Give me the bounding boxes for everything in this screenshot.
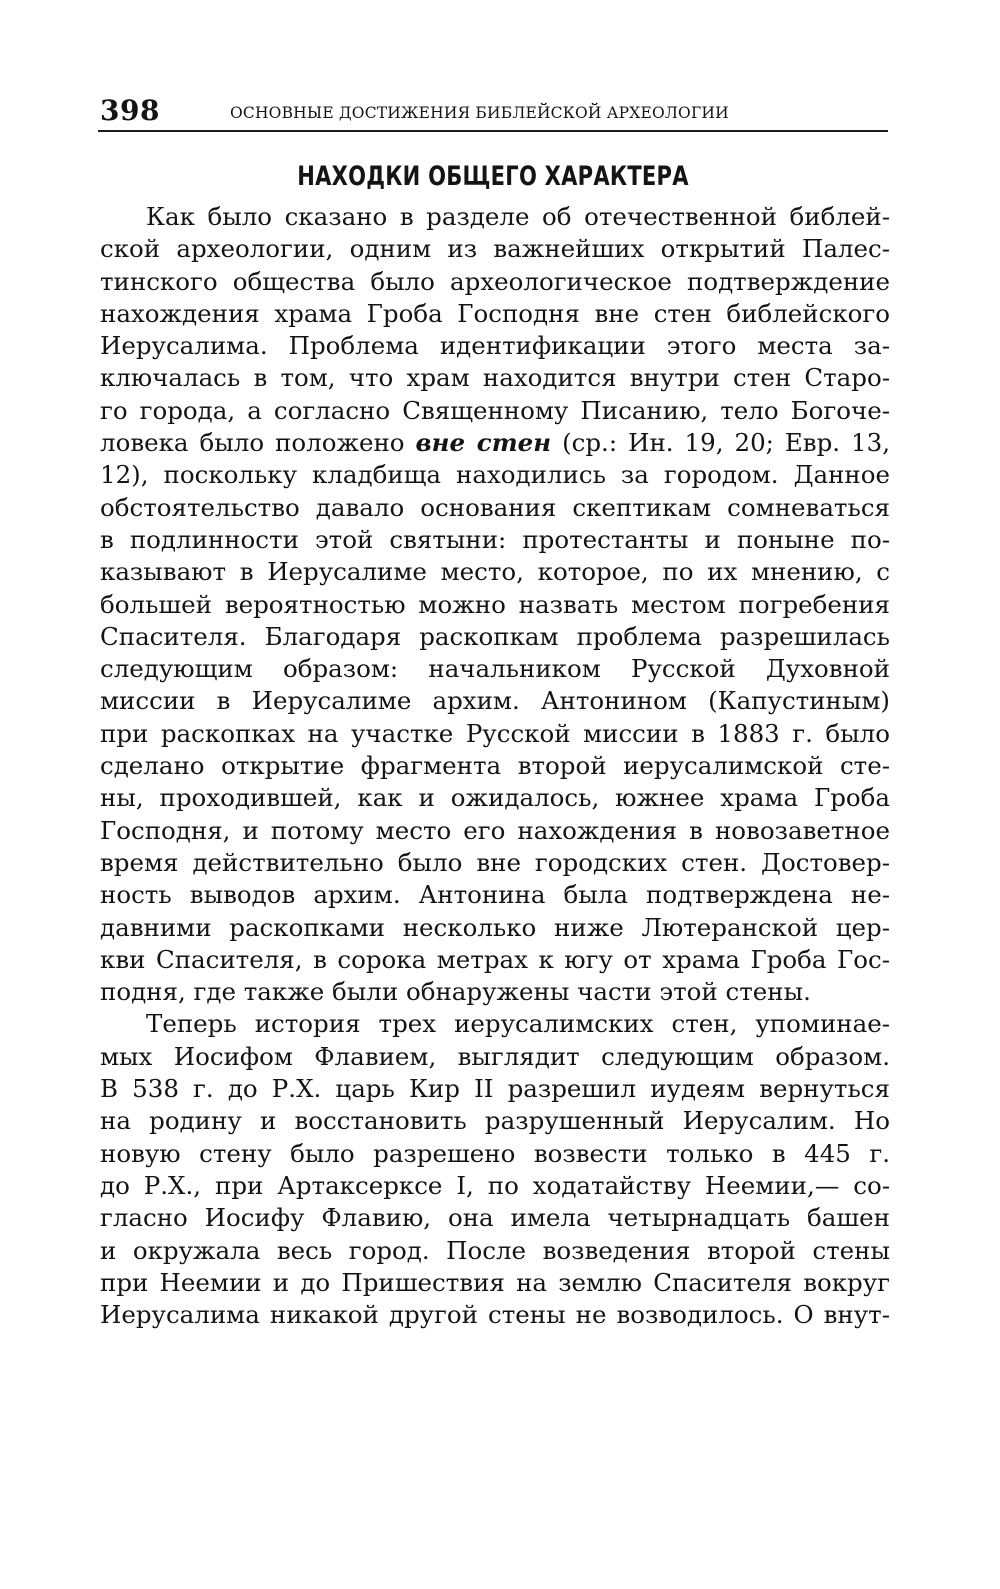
- section-heading: НАХОДКИ ОБЩЕГО ХАРАКТЕРА: [297, 161, 689, 192]
- emphasized-phrase: вне стен: [415, 428, 552, 458]
- text-line: ны, проходившей, как и ожидалось, южнее храма Гроба: [100, 783, 890, 813]
- body-text: [100, 201, 890, 1331]
- text-line: В 538 г. до Р.Х. царь Кир II разрешил иудеям вернуться: [100, 1074, 890, 1104]
- text-line-with-emphasis: [100, 427, 890, 459]
- text-fragment: ловека было положено: [100, 428, 416, 458]
- text-line: при раскопках на участке Русской миссии в 1883 г. было: [100, 718, 890, 748]
- text-line: на родину и восстановить разрушенный Иерусалим. Но: [100, 1106, 890, 1136]
- text-line: Как было сказано в разделе об отечественной библей-: [146, 202, 890, 231]
- text-line: до Р.Х., при Артаксерксе I, по ходатайству Неемии,— со-: [100, 1170, 890, 1200]
- text-fragment: (ср.: Ин. 19, 20; Евр. 13,: [551, 428, 890, 458]
- text-line: го города, а согласно Священному Писанию, тело Богоче-: [100, 395, 890, 425]
- text-line: казывают в Иерусалиме место, которое, по их мнению, с: [100, 557, 890, 587]
- text-line: следующим образом: начальником Русской Духовной: [100, 654, 890, 684]
- text-line: ской археологии, одним из важнейших открытий Палес-: [100, 234, 890, 264]
- text-line: 12), поскольку кладбища находились за городом. Данное: [100, 460, 890, 490]
- text-line: обстоятельство давало основания скептикам сомневаться: [100, 492, 890, 522]
- text-line: давними раскопками несколько ниже Лютеранской цер-: [100, 912, 890, 942]
- text-line: Господня, и потому место его нахождения в новозаветное: [100, 815, 890, 845]
- text-line: ность выводов архим. Антонина была подтверждена не-: [100, 880, 890, 910]
- running-head: [98, 94, 888, 132]
- text-line: сделано открытие фрагмента второй иерусалимской сте-: [100, 751, 890, 781]
- text-line: время действительно было вне городских стен. Достовер-: [100, 847, 890, 877]
- text-line: миссии в Иерусалиме архим. Антонином (Капустиным): [100, 686, 890, 716]
- text-line: большей вероятностью можно назвать местом погребения: [100, 589, 890, 619]
- text-line: в подлинности этой святыни: протестанты и поныне по-: [100, 524, 890, 554]
- text-line: и окружала весь город. После возведения второй стены: [100, 1235, 890, 1265]
- text-line: мых Иосифом Флавием, выглядит следующим образом.: [100, 1041, 890, 1071]
- text-line: нахождения храма Гроба Господня вне стен библейского: [100, 298, 890, 328]
- text-line: гласно Иосифу Флавию, она имела четырнадцать башен: [100, 1203, 890, 1233]
- text-line: новую стену было разрешено возвести только в 445 г.: [100, 1138, 890, 1168]
- text-line: ключалась в том, что храм находится внутри стен Старо-: [100, 363, 890, 393]
- text-line: кви Спасителя, в сорока метрах к югу от храма Гроба Гос-: [100, 944, 890, 974]
- text-line: подня, где также были обнаружены части этой стены.: [100, 977, 811, 1007]
- running-title: ОСНОВНЫЕ ДОСТИЖЕНИЯ БИБЛЕЙСКОЙ АРХЕОЛОГИИ: [230, 104, 729, 122]
- text-line: Спасителя. Благодаря раскопкам проблема разрешилась: [100, 621, 890, 651]
- text-line: Теперь история трех иерусалимских стен, упоминае-: [146, 1009, 890, 1039]
- page-number: 398: [100, 94, 160, 127]
- text-line: Иерусалима. Проблема идентификации этого места за-: [100, 331, 890, 361]
- text-line: при Неемии и до Пришествия на землю Спасителя вокруг: [100, 1267, 890, 1297]
- text-line: тинского общества было археологическое подтверждение: [100, 266, 890, 296]
- text-line: Иерусалима никакой другой стены не возводилось. О внут-: [100, 1300, 890, 1330]
